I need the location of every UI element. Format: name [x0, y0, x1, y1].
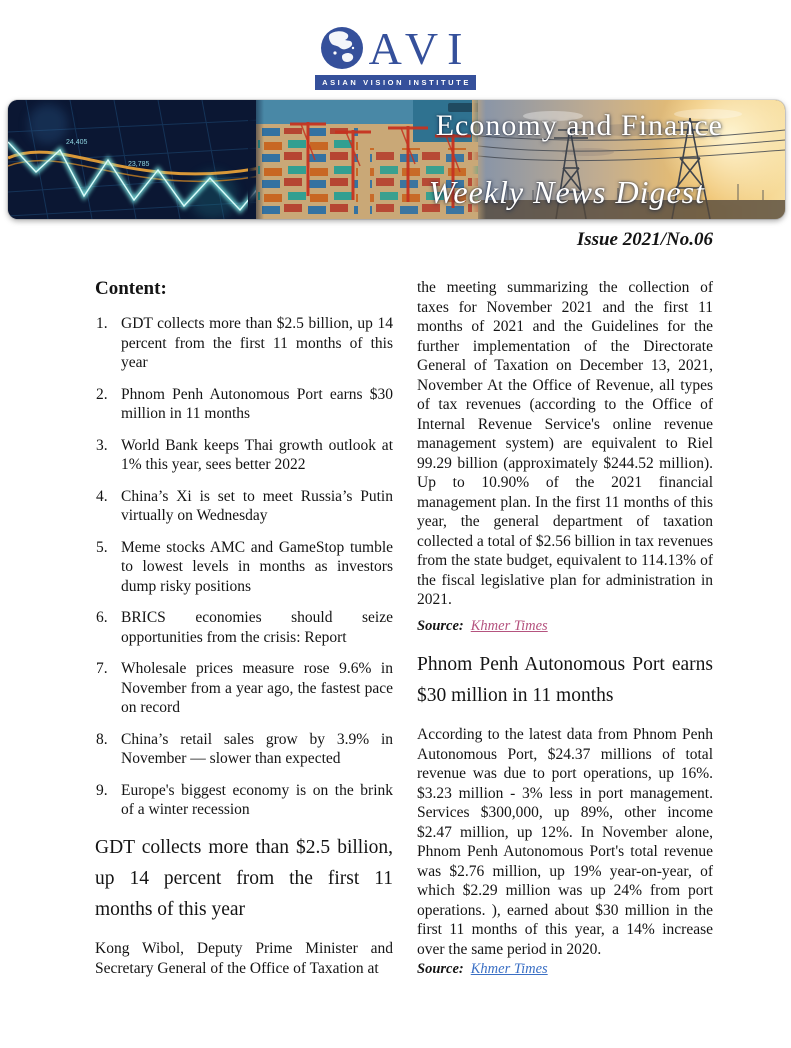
toc-item: BRICS economies should seize opportunities from the crisis: Report: [121, 609, 393, 646]
banner-subtitle: Weekly News Digest: [428, 174, 705, 210]
banner: [8, 100, 785, 219]
gdt-article-heading: GDT collects more than $2.5 billion, up 14 percent from the first 11 months of this year: [95, 836, 393, 921]
toc-item: GDT collects more than $2.5 billion, up 14 percent from the first 11 months of this year: [121, 315, 393, 372]
toc-item: World Bank keeps Thai growth outlook at 1% this year, sees better 2022: [121, 436, 393, 474]
stock-market-photo: [8, 100, 260, 219]
toc-item: Phnom Penh Autonomous Port earns $30 million in 11 months: [121, 385, 393, 423]
toc-item: China’s Xi is set to meet Russia’s Putin virtually on Wednesday: [121, 487, 393, 525]
port-article-heading: Phnom Penh Autonomous Port earns $30 million in 11 months: [417, 653, 713, 706]
right-column: [417, 278, 713, 986]
gdt-article-paragraph-left: Kong Wibol, Deputy Prime Minister and Secretary General of the Office of Taxation at: [95, 940, 393, 977]
newsletter-page: [0, 24, 791, 1048]
khmer-times-link[interactable]: Khmer Times: [470, 617, 548, 634]
source-label: Source:: [417, 961, 464, 978]
gdt-article-paragraph-right: the meeting summarizing the collection of taxes for November 2021 and the first 11 months of 2021 and the Guidelines for the further implementation of the Directorate General of Taxation on December 13, 2021, November At the Office of Revenue, all types of tax revenues (according to the Office of Internal Revenue Service's online revenue management system) are equivalent to Riel 99.29 billion (approximately $244.52 million). Up to 10.90% of the 2021 financial management plan. In the first 11 months of this year, the general department of taxation collected a total of $2.56 billion in tax revenues from the state budget, equivalent to 114.13% of the fiscal legislative plan for administration in 2021.: [417, 279, 713, 609]
toc-item: Meme stocks AMC and GameStop tumble to lowest levels in months as investors dump risky positions: [121, 538, 393, 595]
ticker-number: 24,405: [66, 139, 88, 146]
khmer-times-link[interactable]: Khmer Times: [470, 961, 548, 978]
ticker-number: 23,785: [128, 161, 150, 168]
gdt-source-line: [417, 618, 713, 635]
toc-item: China’s retail sales grow by 3.9% in November — slower than expected: [121, 730, 393, 768]
toc-item: Europe's biggest economy is on the brink of a winter recession: [121, 781, 393, 819]
content-area: [95, 278, 713, 986]
logo-acronym: AVI: [368, 23, 472, 74]
avi-logo: [315, 24, 476, 90]
table-of-contents: [95, 314, 393, 820]
toc-heading: Content:: [95, 278, 167, 299]
port-article-paragraph: According to the latest data from Phnom Penh Autonomous Port, $24.37 millions of total revenue was due to port operations, up 16%. $3.23 million - 3% less in port management. Services $300,000, up 89%, other income $2.47 million, up 12%. In November alone, Phnom Penh Autonomous Port's total revenue was $2.76 million, up 19% year-on-year, of which $2.29 million was up 24% from port operations. ), earned about $30 million in the first 11 months of this year, a 14% increase over the same period in 2020.: [417, 726, 713, 958]
source-label: Source:: [417, 617, 464, 634]
issue-label: Issue 2021/No.06: [576, 229, 713, 250]
banner-title: Economy and Finance: [435, 109, 723, 142]
logo-tagline: ASIAN VISION INSTITUTE: [315, 75, 476, 90]
toc-item: Wholesale prices measure rose 9.6% in November from a year ago, the fastest pace on record: [121, 660, 393, 717]
port-source-line: [417, 961, 713, 978]
globe-icon: [320, 26, 364, 70]
left-column: [95, 278, 393, 986]
